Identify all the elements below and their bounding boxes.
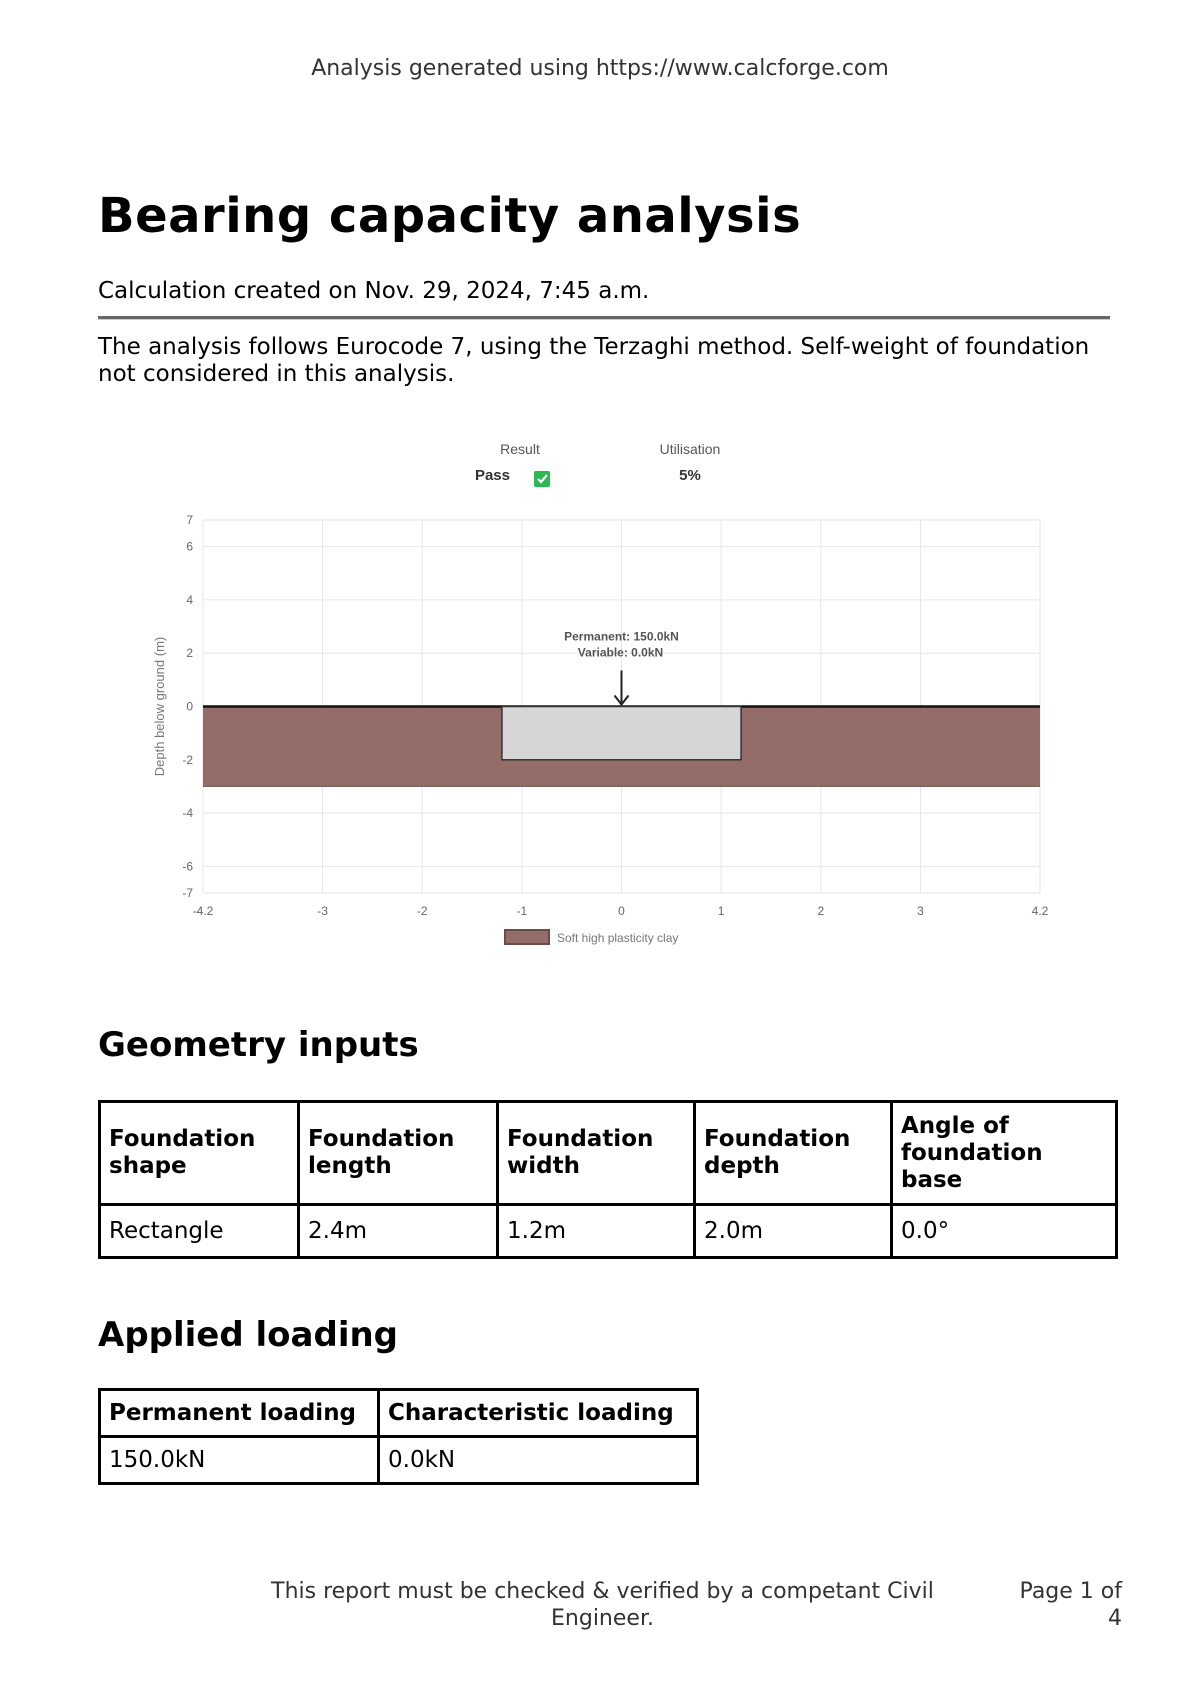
- utilisation-label: Utilisation: [659, 441, 721, 457]
- plot-area: [152, 513, 1049, 945]
- page-number: Page 1 of 4: [1019, 1579, 1122, 1631]
- page-title: Bearing capacity analysis: [98, 188, 802, 244]
- load-label-variable: Variable: 0.0kN: [577, 645, 664, 660]
- geometry-value-cell: 2.0m: [695, 1205, 892, 1258]
- utilisation-value: 5%: [679, 467, 701, 484]
- geometry-value-row: [100, 1205, 1117, 1258]
- geometry-heading: Geometry inputs: [98, 1025, 419, 1065]
- loading-table: [98, 1388, 699, 1485]
- geometry-value-cell: 0.0°: [892, 1205, 1117, 1258]
- y-tick-label: 0: [186, 699, 193, 714]
- loading-header-cell: Permanent loading: [100, 1390, 379, 1437]
- legend-swatch: [505, 930, 549, 944]
- x-tick-label: 0: [618, 904, 625, 918]
- y-tick-label: 7: [186, 513, 193, 527]
- y-axis-label: Depth below ground (m): [152, 636, 167, 777]
- loading-header-row: [100, 1390, 698, 1437]
- geometry-header-cell: Angle of foundation base: [892, 1102, 1117, 1205]
- intro-text: The analysis follows Eurocode 7, using the Terzaghi method. Self-weight of foundation not considered in this analysis.: [98, 334, 1090, 387]
- legend-label: Soft high plasticity clay: [557, 931, 679, 945]
- x-tick-label: -2: [416, 904, 428, 918]
- geometry-header-cell: Foundation length: [299, 1102, 498, 1205]
- pass-check-icon: [534, 471, 550, 487]
- loading-value-cell: 150.0kN: [100, 1437, 379, 1484]
- geometry-header-row: [100, 1102, 1117, 1205]
- load-label-permanent: Permanent: 150.0kN: [564, 629, 679, 644]
- geometry-header-cell: Foundation width: [498, 1102, 695, 1205]
- chart-svg: [140, 430, 1060, 960]
- x-tick-label: -1: [516, 904, 528, 918]
- y-tick-label: -4: [182, 806, 193, 821]
- loading-value-row: [100, 1437, 698, 1484]
- result-label: Result: [500, 441, 540, 457]
- geometry-header-cell: Foundation depth: [695, 1102, 892, 1205]
- bearing-chart: [140, 430, 1060, 960]
- geometry-value-cell: Rectangle: [100, 1205, 299, 1258]
- generated-note: Analysis generated using https://www.calcforge.com: [311, 56, 889, 81]
- x-tick-label: 3: [917, 904, 924, 918]
- y-tick-label: 2: [186, 646, 193, 661]
- x-tick-label: 2: [817, 904, 825, 918]
- divider: [98, 316, 1110, 320]
- y-tick-label: -2: [182, 752, 193, 767]
- result-value: Pass: [474, 467, 510, 484]
- created-date: Calculation created on Nov. 29, 2024, 7:45 a.m.: [98, 278, 650, 304]
- y-tick-label: 4: [186, 592, 193, 607]
- x-tick-label: -3: [317, 904, 328, 918]
- loading-header-cell: Characteristic loading: [379, 1390, 698, 1437]
- x-tick-label: -4.2: [192, 904, 214, 918]
- y-tick-label: 6: [186, 539, 193, 554]
- geometry-table: [98, 1100, 1118, 1259]
- geometry-value-cell: 1.2m: [498, 1205, 695, 1258]
- x-tick-label: 4.2: [1031, 904, 1049, 918]
- footer-disclaimer: This report must be checked & verified by a competant Civil Engineer.: [271, 1579, 934, 1631]
- geometry-header-cell: Foundation shape: [100, 1102, 299, 1205]
- y-tick-label: -6: [182, 859, 193, 874]
- x-tick-label: 1: [717, 904, 725, 918]
- loading-heading: Applied loading: [98, 1315, 399, 1355]
- foundation-block: [502, 707, 741, 760]
- geometry-value-cell: 2.4m: [299, 1205, 498, 1258]
- loading-value-cell: 0.0kN: [379, 1437, 698, 1484]
- y-tick-label: -7: [182, 886, 193, 900]
